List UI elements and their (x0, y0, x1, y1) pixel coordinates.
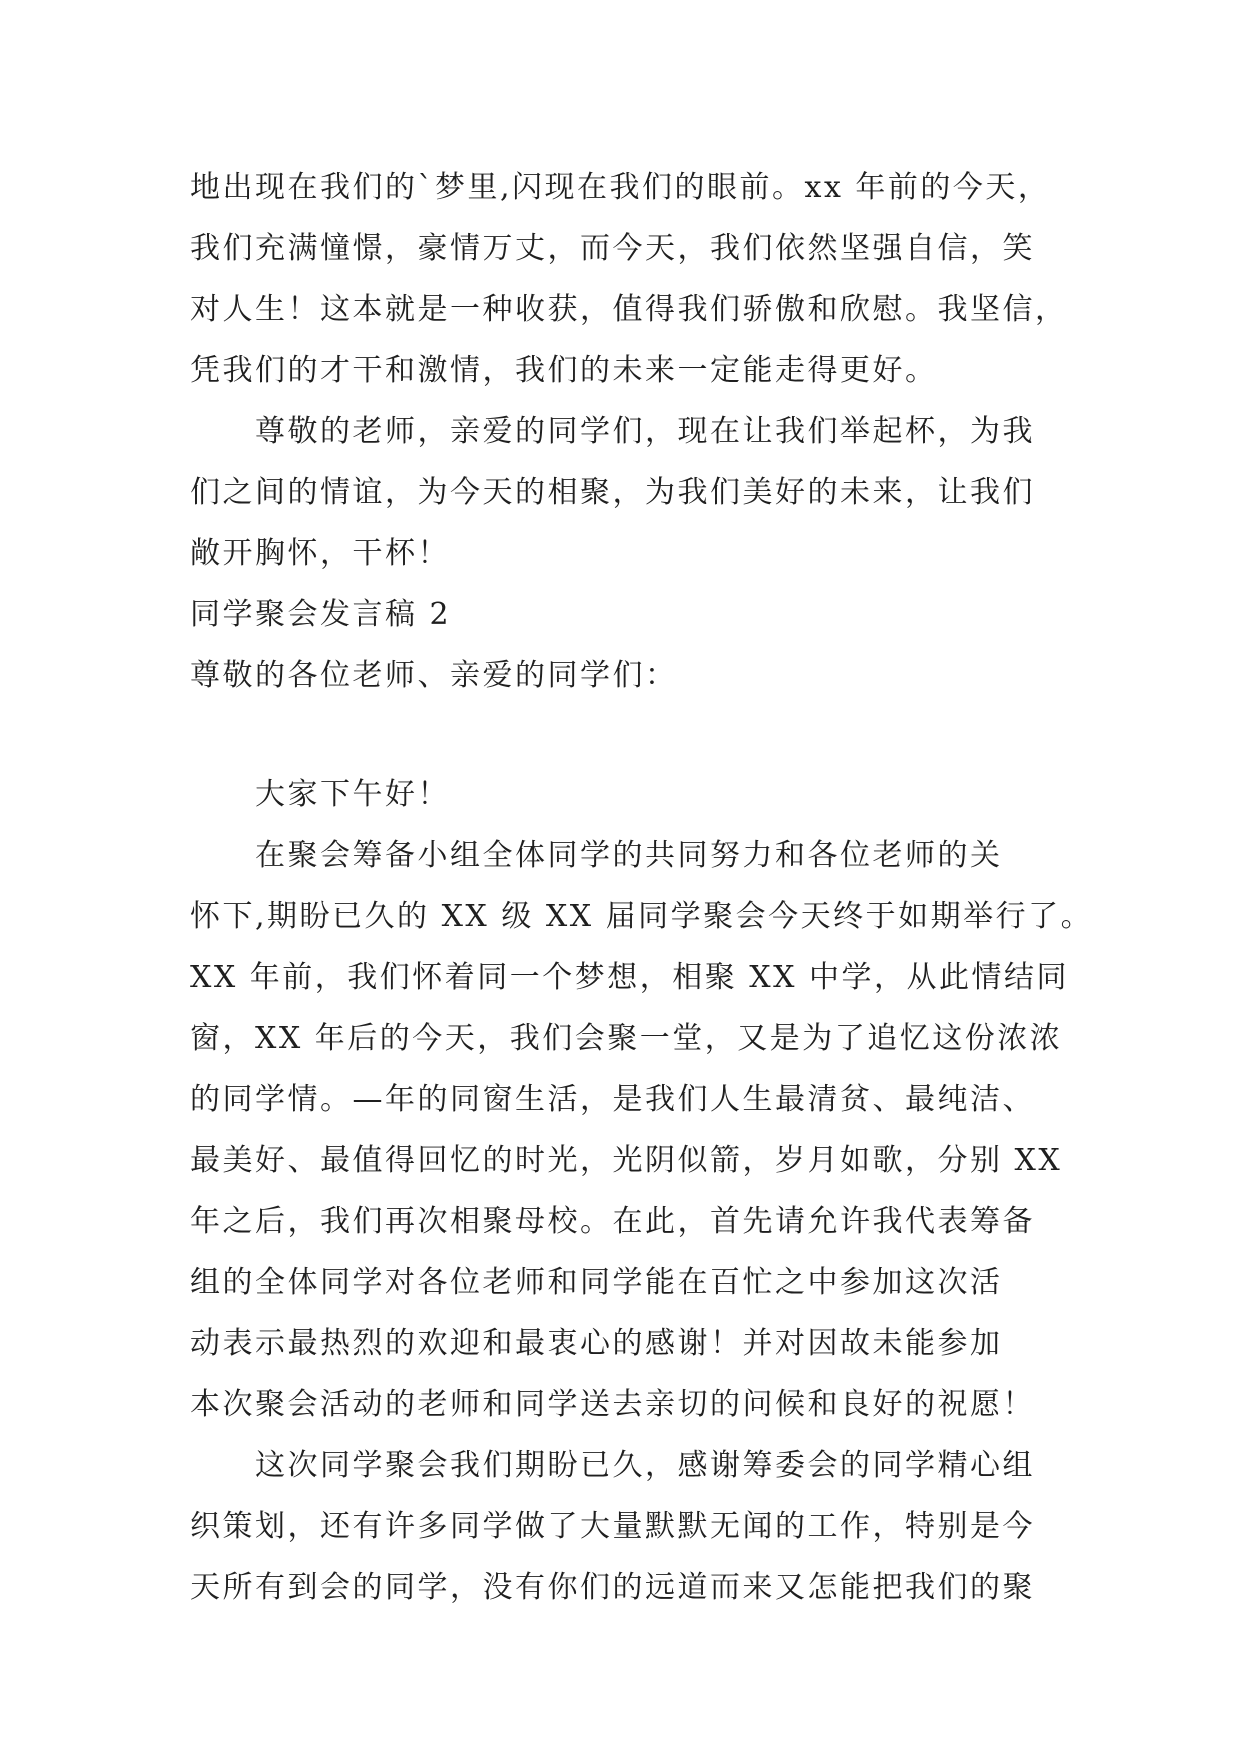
text-line: 的同学情。—年的同窗生活，是我们人生最清贫、最纯洁、 (190, 1082, 1035, 1117)
text-line: 怀下,期盼已久的 XX 级 XX 届同学聚会今天终于如期举行了。 (190, 899, 1094, 934)
text-line: 凭我们的才干和激情，我们的未来一定能走得更好。 (190, 353, 938, 388)
text-line: 我们充满憧憬，豪情万丈，而今天，我们依然坚强自信，笑 (190, 231, 1035, 266)
text-line: 对人生！这本就是一种收获，值得我们骄傲和欣慰。我坚信， (190, 292, 1068, 327)
text-line: 敞开胸怀，干杯！ (190, 536, 450, 571)
text-line: 地出现在我们的`梦里,闪现在我们的眼前。xx 年前的今天， (190, 170, 1051, 205)
text-line: 本次聚会活动的老师和同学送去亲切的问候和良好的祝愿！ (190, 1387, 1035, 1422)
text-line: XX 年前，我们怀着同一个梦想，相聚 XX 中学，从此情结同 (190, 960, 1070, 995)
text-line: 组的全体同学对各位老师和同学能在百忙之中参加这次活 (190, 1265, 1003, 1300)
text-line: 天所有到会的同学，没有你们的远道而来又怎能把我们的聚 (190, 1570, 1035, 1605)
text-line: 最美好、最值得回忆的时光，光阴似箭，岁月如歌，分别 XX (190, 1143, 1063, 1178)
paragraph-start-line: 在聚会筹备小组全体同学的共同努力和各位老师的关 (255, 838, 1003, 873)
section-heading: 同学聚会发言稿 2 (190, 597, 452, 632)
paragraph-start-line: 这次同学聚会我们期盼已久，感谢筹委会的同学精心组 (255, 1448, 1035, 1483)
text-line: 动表示最热烈的欢迎和最衷心的感谢！并对因故未能参加 (190, 1326, 1003, 1361)
text-line: 窗，XX 年后的今天，我们会聚一堂，又是为了追忆这份浓浓 (190, 1021, 1063, 1056)
text-line: 织策划，还有许多同学做了大量默默无闻的工作，特别是今 (190, 1509, 1035, 1544)
salutation-line: 尊敬的各位老师、亲爱的同学们： (190, 658, 678, 693)
text-line: 年之后，我们再次相聚母校。在此，首先请允许我代表筹备 (190, 1204, 1035, 1239)
greeting-line: 大家下午好！ (255, 777, 450, 812)
paragraph-start-line: 尊敬的老师，亲爱的同学们，现在让我们举起杯，为我 (255, 414, 1035, 449)
text-line: 们之间的情谊，为今天的相聚，为我们美好的未来，让我们 (190, 475, 1035, 510)
